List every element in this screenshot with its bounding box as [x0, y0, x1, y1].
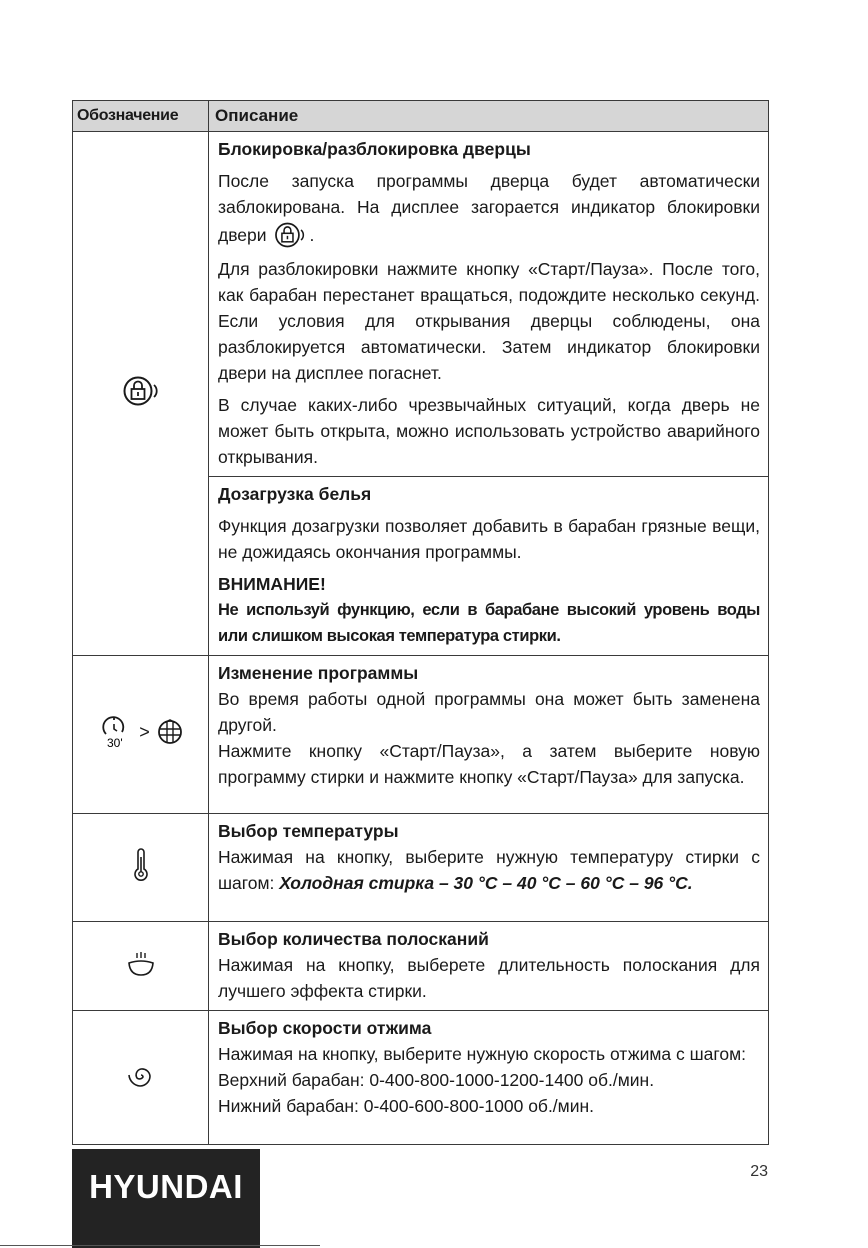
rinse-icon [126, 950, 156, 978]
symbol-cell-door-lock [73, 132, 209, 656]
warning-text: Не используй функцию, если в барабане высокий уровень воды или слишком высокая температура стирки. [218, 601, 760, 645]
rinses-title: Выбор количества полосканий [218, 929, 489, 949]
warning-title: ВНИМАНИЕ! [218, 574, 326, 594]
spin-lower: Нижний барабан: 0-400-600-800-1000 об./мин. [218, 1096, 595, 1116]
door-lock-paragraph-2: Для разблокировки нажмите кнопку «Старт/Пауза». После того, как барабан перестанет вращаться, подождите несколько секунд. Если условия для открывания дверцы соблюдены, она разблокируется автоматически. Затем индикатор блокировки двери на дисплее погаснет. [218, 259, 760, 383]
description-add-laundry [209, 477, 769, 656]
rinses-text: Нажимая на кнопку, выберете длительность полоскания для лучшего эффекта стирки. [218, 955, 760, 1001]
spin-text: Нажимая на кнопку, выберите нужную скорость отжима с шагом: [218, 1044, 746, 1064]
change-program-p2: Нажмите кнопку «Старт/Пауза», а затем выберите новую программу стирки и нажмите кнопку «Старт/Пауза» для запуска. [218, 741, 760, 787]
table-row-rinses [73, 922, 769, 1011]
door-lock-inline-icon [273, 220, 307, 250]
brand-logo [72, 1149, 260, 1248]
temperature-steps: Холодная стирка – 30 °C – 40 °C – 60 °C – 96 °C. [279, 873, 693, 893]
door-lock-title: Блокировка/разблокировка дверцы [218, 139, 531, 159]
functions-table [72, 100, 769, 1145]
symbol-cell-rinses [73, 922, 209, 1011]
temperature-text: Нажимая на кнопку, выберите нужную температуру стирки с шагом: [218, 847, 760, 893]
add-laundry-title: Дозагрузка белья [218, 484, 372, 504]
table-row-spin [73, 1011, 769, 1145]
header-description: Описание [209, 101, 769, 132]
timer-label: 30' [107, 736, 123, 748]
timer-icon [97, 716, 133, 748]
thermometer-icon [133, 848, 149, 882]
change-program-title: Изменение программы [218, 663, 419, 683]
table-row-door-lock [73, 132, 769, 477]
header-symbol: Обозначение [73, 101, 209, 132]
spin-icon [126, 1060, 156, 1090]
page-number: 23 [750, 1163, 768, 1180]
description-spin [209, 1011, 769, 1145]
description-door-lock [209, 132, 769, 477]
table-row-temperature [73, 814, 769, 922]
temperature-text-block [218, 844, 760, 896]
symbol-cell-spin [73, 1011, 209, 1145]
door-lock-p1-text: После запуска программы дверца будет автоматически заблокирована. На дисплее загорается индикатор блокировки двери [218, 171, 760, 245]
drum-icon [156, 718, 184, 746]
door-lock-p1-end: . [309, 225, 315, 245]
description-change-program [209, 656, 769, 814]
door-lock-paragraph-3: В случае каких-либо чрезвычайных ситуаций, когда дверь не может быть открыта, можно использовать устройство аварийного открывания. [218, 395, 760, 467]
program-arrow: > [139, 721, 150, 742]
description-rinses [209, 922, 769, 1011]
door-lock-paragraph-1 [218, 168, 760, 250]
spin-title: Выбор скорости отжима [218, 1018, 432, 1038]
spin-upper: Верхний барабан: 0-400-800-1000-1200-1400 об./мин. [218, 1070, 655, 1090]
table-header-row [73, 101, 769, 132]
brand-name: HYUNDAI [89, 1168, 243, 1205]
table-row-change-program [73, 656, 769, 814]
symbol-cell-change-program [73, 656, 209, 814]
door-lock-icon [121, 374, 161, 408]
add-laundry-text: Функция дозагрузки позволяет добавить в барабан грязные вещи, не дожидаясь окончания программы. [218, 516, 760, 562]
description-temperature [209, 814, 769, 922]
temperature-title: Выбор температуры [218, 821, 399, 841]
bottom-divider [0, 1245, 320, 1246]
symbol-cell-temperature [73, 814, 209, 922]
change-program-p1: Во время работы одной программы она может быть заменена другой. [218, 689, 760, 735]
